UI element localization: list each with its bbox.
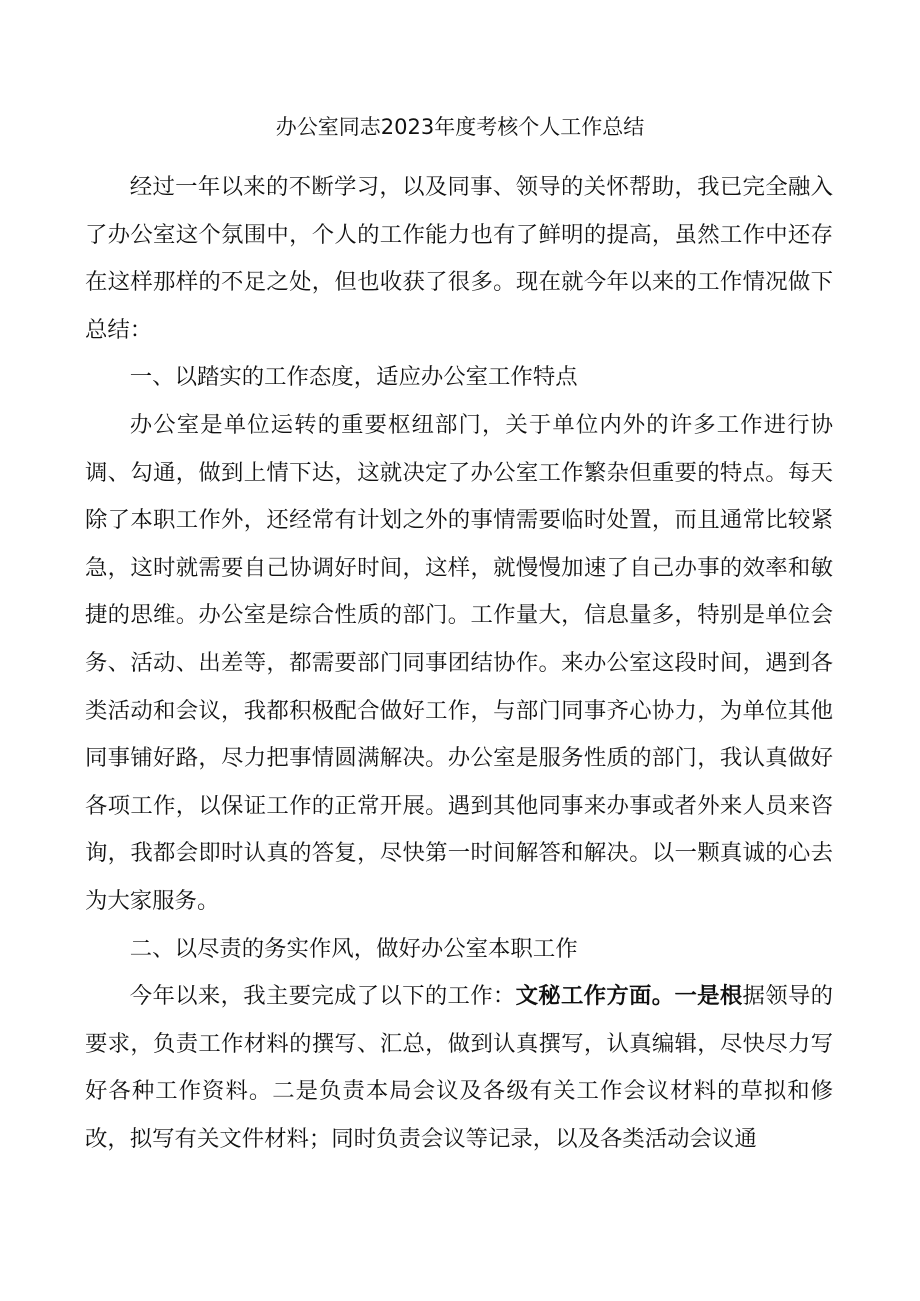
intro-paragraph: 经过一年以来的不断学习，以及同事、领导的关怀帮助，我已完全融入了办公室这个氛围中，个人的工作能力也有了鲜明的提高，虽然工作中还存在这样那样的不足之处，但也收获了很多。现在就今年以来的工作情况做下总结： xyxy=(85,174,833,343)
section-1-paragraph: 办公室是单位运转的重要枢纽部门，关于单位内外的许多工作进行协调、勾通，做到上情下达，这就决定了办公室工作繁杂但重要的特点。每天除了本职工作外，还经常有计划之外的事情需要临时处置，而且通常比较紧急，这时就需要自己协调好时间，这样，就慢慢加速了自己办事的效率和敏捷的思维。办公室是综合性质的部门。工作量大，信息量多，特别是单位会务、活动、出差等，都需要部门同事团结协作。来办公室这段时间，遇到各类活动和会议，我都积极配合做好工作，与部门同事齐心协力，为单位其他同事铺好路，尽力把事情圆满解决。办公室是服务性质的部门，我认真做好各项工作，以保证工作的正常开展。遇到其他同事来办事或者外来人员来咨询，我都会即时认真的答复，尽快第一时间解答和解决。以一颗真诚的心去为大家服务。 xyxy=(85,411,833,914)
section-2-lead: 今年以来，我主要完成了以下的工作： xyxy=(129,983,516,1010)
document-body xyxy=(85,164,833,1163)
section-1-heading: 一、以踏实的工作态度，适应办公室工作特点 xyxy=(129,364,578,391)
section-2-bold-phrase: 文秘工作方面。一是根 xyxy=(515,983,743,1010)
section-2-rest: 据领导的要求，负责工作材料的撰写、汇总，做到认真撰写，认真编辑，尽快尽力写好各种工作资料。二是负责本局会议及各级有关工作会议材料的草拟和修改，拟写有关文件材料；同时负责会议等记录，以及各类活动会议通 xyxy=(85,983,834,1152)
section-2-heading: 二、以尽责的务实作风，做好办公室本职工作 xyxy=(129,935,578,962)
document-title: 办公室同志2023年度考核个人工作总结 xyxy=(275,115,645,139)
section-2-paragraph xyxy=(85,973,833,1163)
